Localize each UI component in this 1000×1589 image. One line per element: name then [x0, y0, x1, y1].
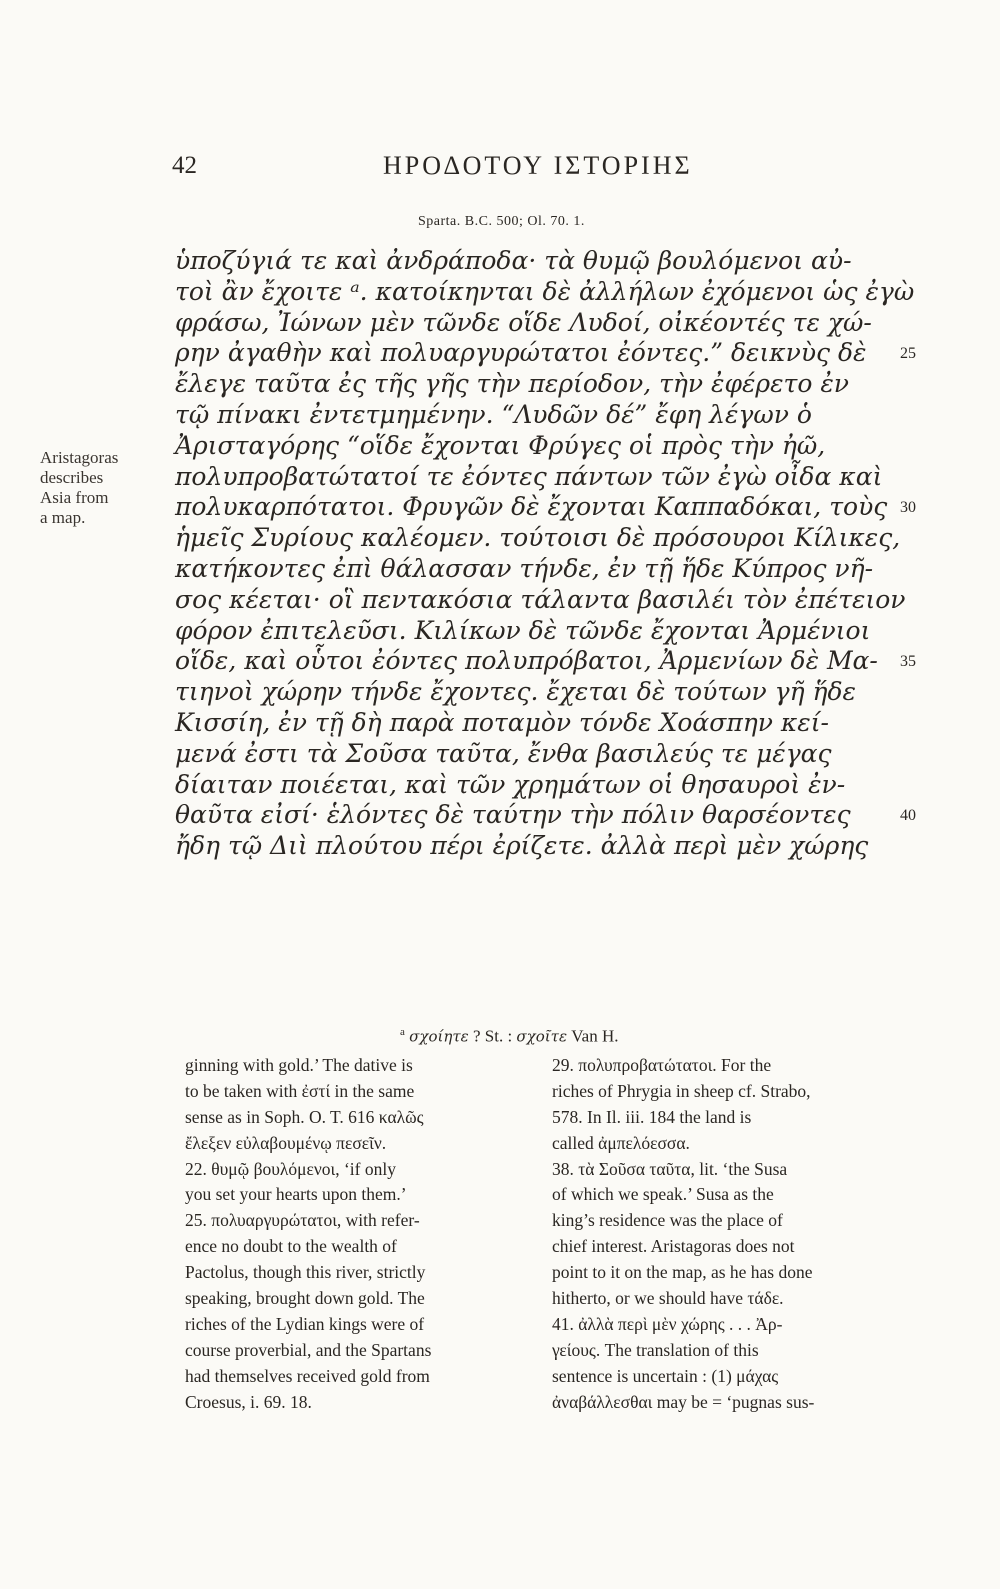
commentary-line: had themselves received gold from — [185, 1365, 430, 1386]
running-title: ΗΡΟΔΟΤΟΥ ΙΣΤΟΡΙΗΣ — [383, 151, 693, 180]
commentary-line: 29. πολυπροβατώτατοι. For the — [552, 1055, 772, 1075]
commentary-line: speaking, brought down gold. The — [185, 1288, 425, 1309]
sidenote-line: describes — [40, 468, 104, 487]
commentary-line: 22. θυμῷ βουλόμενοι, ‘if only — [185, 1158, 396, 1179]
commentary-line: hitherto, or we should have τάδε. — [552, 1288, 784, 1309]
commentary-line: 25. πολυαργυρώτατοι, with refer- — [185, 1210, 420, 1231]
commentary-line: ginning with gold.’ The dative is — [185, 1055, 413, 1075]
critical-note — [400, 1026, 618, 1047]
sidenote-line: Asia from — [40, 488, 109, 507]
source-2: Van H. — [571, 1026, 619, 1046]
line-number: 40 — [900, 807, 916, 825]
commentary-left-column — [185, 1053, 523, 1415]
sidenote-line: a map. — [40, 508, 86, 527]
commentary-line: of which we speak.’ Susa as the — [552, 1184, 774, 1205]
text-line: θαῦτα εἰσί· ἑλόντες δὲ ταύτην τὴν πόλιν θαρσέοντες — [175, 800, 851, 830]
commentary-line: called ἀμπελόεσσα. — [552, 1132, 690, 1153]
commentary-line: ἀναβάλλεσθαι may be = ‘pugnas sus- — [552, 1391, 815, 1412]
commentary-line: course proverbial, and the Spartans — [185, 1339, 432, 1360]
text-line: τιηνοὶ χώρην τήνδε ἔχοντες. ἔχεται δὲ τούτων γῆ ἥδε — [175, 677, 856, 707]
commentary-line: to be taken with ἐστί in the same — [185, 1080, 415, 1101]
text-line: ἔλεγε ταῦτα ἐς τῆς γῆς τὴν περίοδον, τὴν ἐφέρετο ἐν — [175, 369, 849, 399]
note-marker: a — [400, 1026, 405, 1038]
commentary-line: king’s residence was the place of — [552, 1210, 783, 1231]
commentary-line: you set your hearts upon them.’ — [185, 1184, 407, 1205]
line-number: 35 — [900, 653, 916, 671]
text-line: δίαιταν ποιέεται, καὶ τῶν χρημάτων οἱ θησαυροὶ ἐν- — [175, 769, 846, 799]
text-line: οἵδε, καὶ οὗτοι ἐόντες πολυπρόβατοι, Ἀρμενίων δὲ Μα- — [175, 646, 878, 676]
source-1: ? St. : — [472, 1026, 513, 1046]
text-line: Ἀρισταγόρης “οἵδε ἔχονται Φρύγες οἱ πρὸς τὴν ἠῶ, — [175, 430, 826, 460]
commentary-line: 578. In Il. iii. 184 the land is — [552, 1106, 752, 1127]
text-line: μενά ἐστι τὰ Σοῦσα ταῦτα, ἔνθα βασιλεύς τε μέγας — [175, 738, 832, 768]
commentary-line: γείους. The translation of this — [552, 1339, 759, 1360]
text-line: σος κέεται· οἳ πεντακόσια τάλαντα βασιλέι τὸν ἐπέτειον — [175, 584, 906, 614]
page-number: 42 — [172, 152, 197, 179]
text-line: ἤδη τῷ Διὶ πλούτου πέρι ἐρίζετε. ἀλλὰ περὶ μὲν χώρης — [175, 831, 869, 861]
commentary-line: ence no doubt to the wealth of — [185, 1236, 397, 1257]
commentary-line: riches of Phrygia in sheep cf. Strabo, — [552, 1080, 811, 1101]
commentary-line: chief interest. Aristagoras does not — [552, 1236, 795, 1257]
reading-1: σχοίητε — [409, 1027, 469, 1046]
text-line: ὑποζύγιά τε καὶ ἀνδράποδα· τὰ θυμῷ βουλόμενοι αὐ- — [175, 246, 852, 275]
text-line: ρην ἀγαθὴν καὶ πολυαργυρώτατοι ἐόντες.” δεικνὺς δὲ — [175, 338, 867, 368]
text-line: πολυκαρπότατοι. Φρυγῶν δὲ ἔχονται Καππαδόκαι, τοὺς — [175, 492, 888, 522]
subheading: Sparta. B.C. 500; Ol. 70. 1. — [418, 214, 585, 229]
commentary-line: point to it on the map, as he has done — [552, 1262, 813, 1283]
line-number: 30 — [900, 499, 916, 517]
text-line: τοὶ ἂν ἔχοιτε ᵃ. κατοίκηνται δὲ ἀλλήλων ἐχόμενοι ὡς ἐγὼ — [175, 276, 915, 306]
sidenote-line: Aristagoras — [40, 448, 119, 467]
text-line: φόρον ἐπιτελεῦσι. Κιλίκων δὲ τῶνδε ἔχονται Ἀρμένιοι — [175, 615, 871, 645]
text-line: τῷ πίνακι ἐντετμημένην. “Λυδῶν δέ” ἔφη λέγων ὁ — [175, 400, 812, 429]
commentary-right-column — [552, 1053, 890, 1415]
text-line: Κισσίη, ἐν τῇ δὴ παρὰ ποταμὸν τόνδε Χοάσπην κεί- — [175, 708, 829, 737]
text-line: ἡμεῖς Συρίους καλέομεν. τούτοισι δὲ πρόσουροι Κίλικες, — [175, 523, 901, 553]
reading-2: σχοῖτε — [516, 1027, 568, 1046]
commentary-line: sense as in Soph. O. T. 616 καλῶς — [185, 1106, 424, 1127]
commentary-line: 38. τὰ Σοῦσα ταῦτα, lit. ‘the Susa — [552, 1158, 788, 1179]
commentary-line: sentence is uncertain : (1) μάχας — [552, 1365, 779, 1386]
line-number: 25 — [900, 345, 916, 363]
commentary-line: 41. ἀλλὰ περὶ μὲν χώρης . . . Ἀρ- — [552, 1313, 783, 1334]
commentary-line: riches of the Lydian kings were of — [185, 1313, 425, 1334]
sidenote — [40, 448, 160, 528]
text-line: φράσω, Ἰώνων μὲν τῶνδε οἵδε Λυδοί, οἰκέοντές τε χώ- — [175, 307, 872, 337]
commentary-line: ἔλεξεν εὐλαβουμένῳ πεσεῖν. — [185, 1132, 387, 1153]
text-line: κατήκοντες ἐπὶ θάλασσαν τήνδε, ἐν τῇ ἥδε Κύπρος νῆ- — [175, 554, 874, 583]
commentary-line: Pactolus, though this river, strictly — [185, 1262, 426, 1283]
commentary-line: Croesus, i. 69. 18. — [185, 1391, 312, 1412]
text-line: πολυπροβατώτατοί τε ἐόντες πάντων τῶν ἐγὼ οἶδα καὶ — [175, 461, 883, 491]
